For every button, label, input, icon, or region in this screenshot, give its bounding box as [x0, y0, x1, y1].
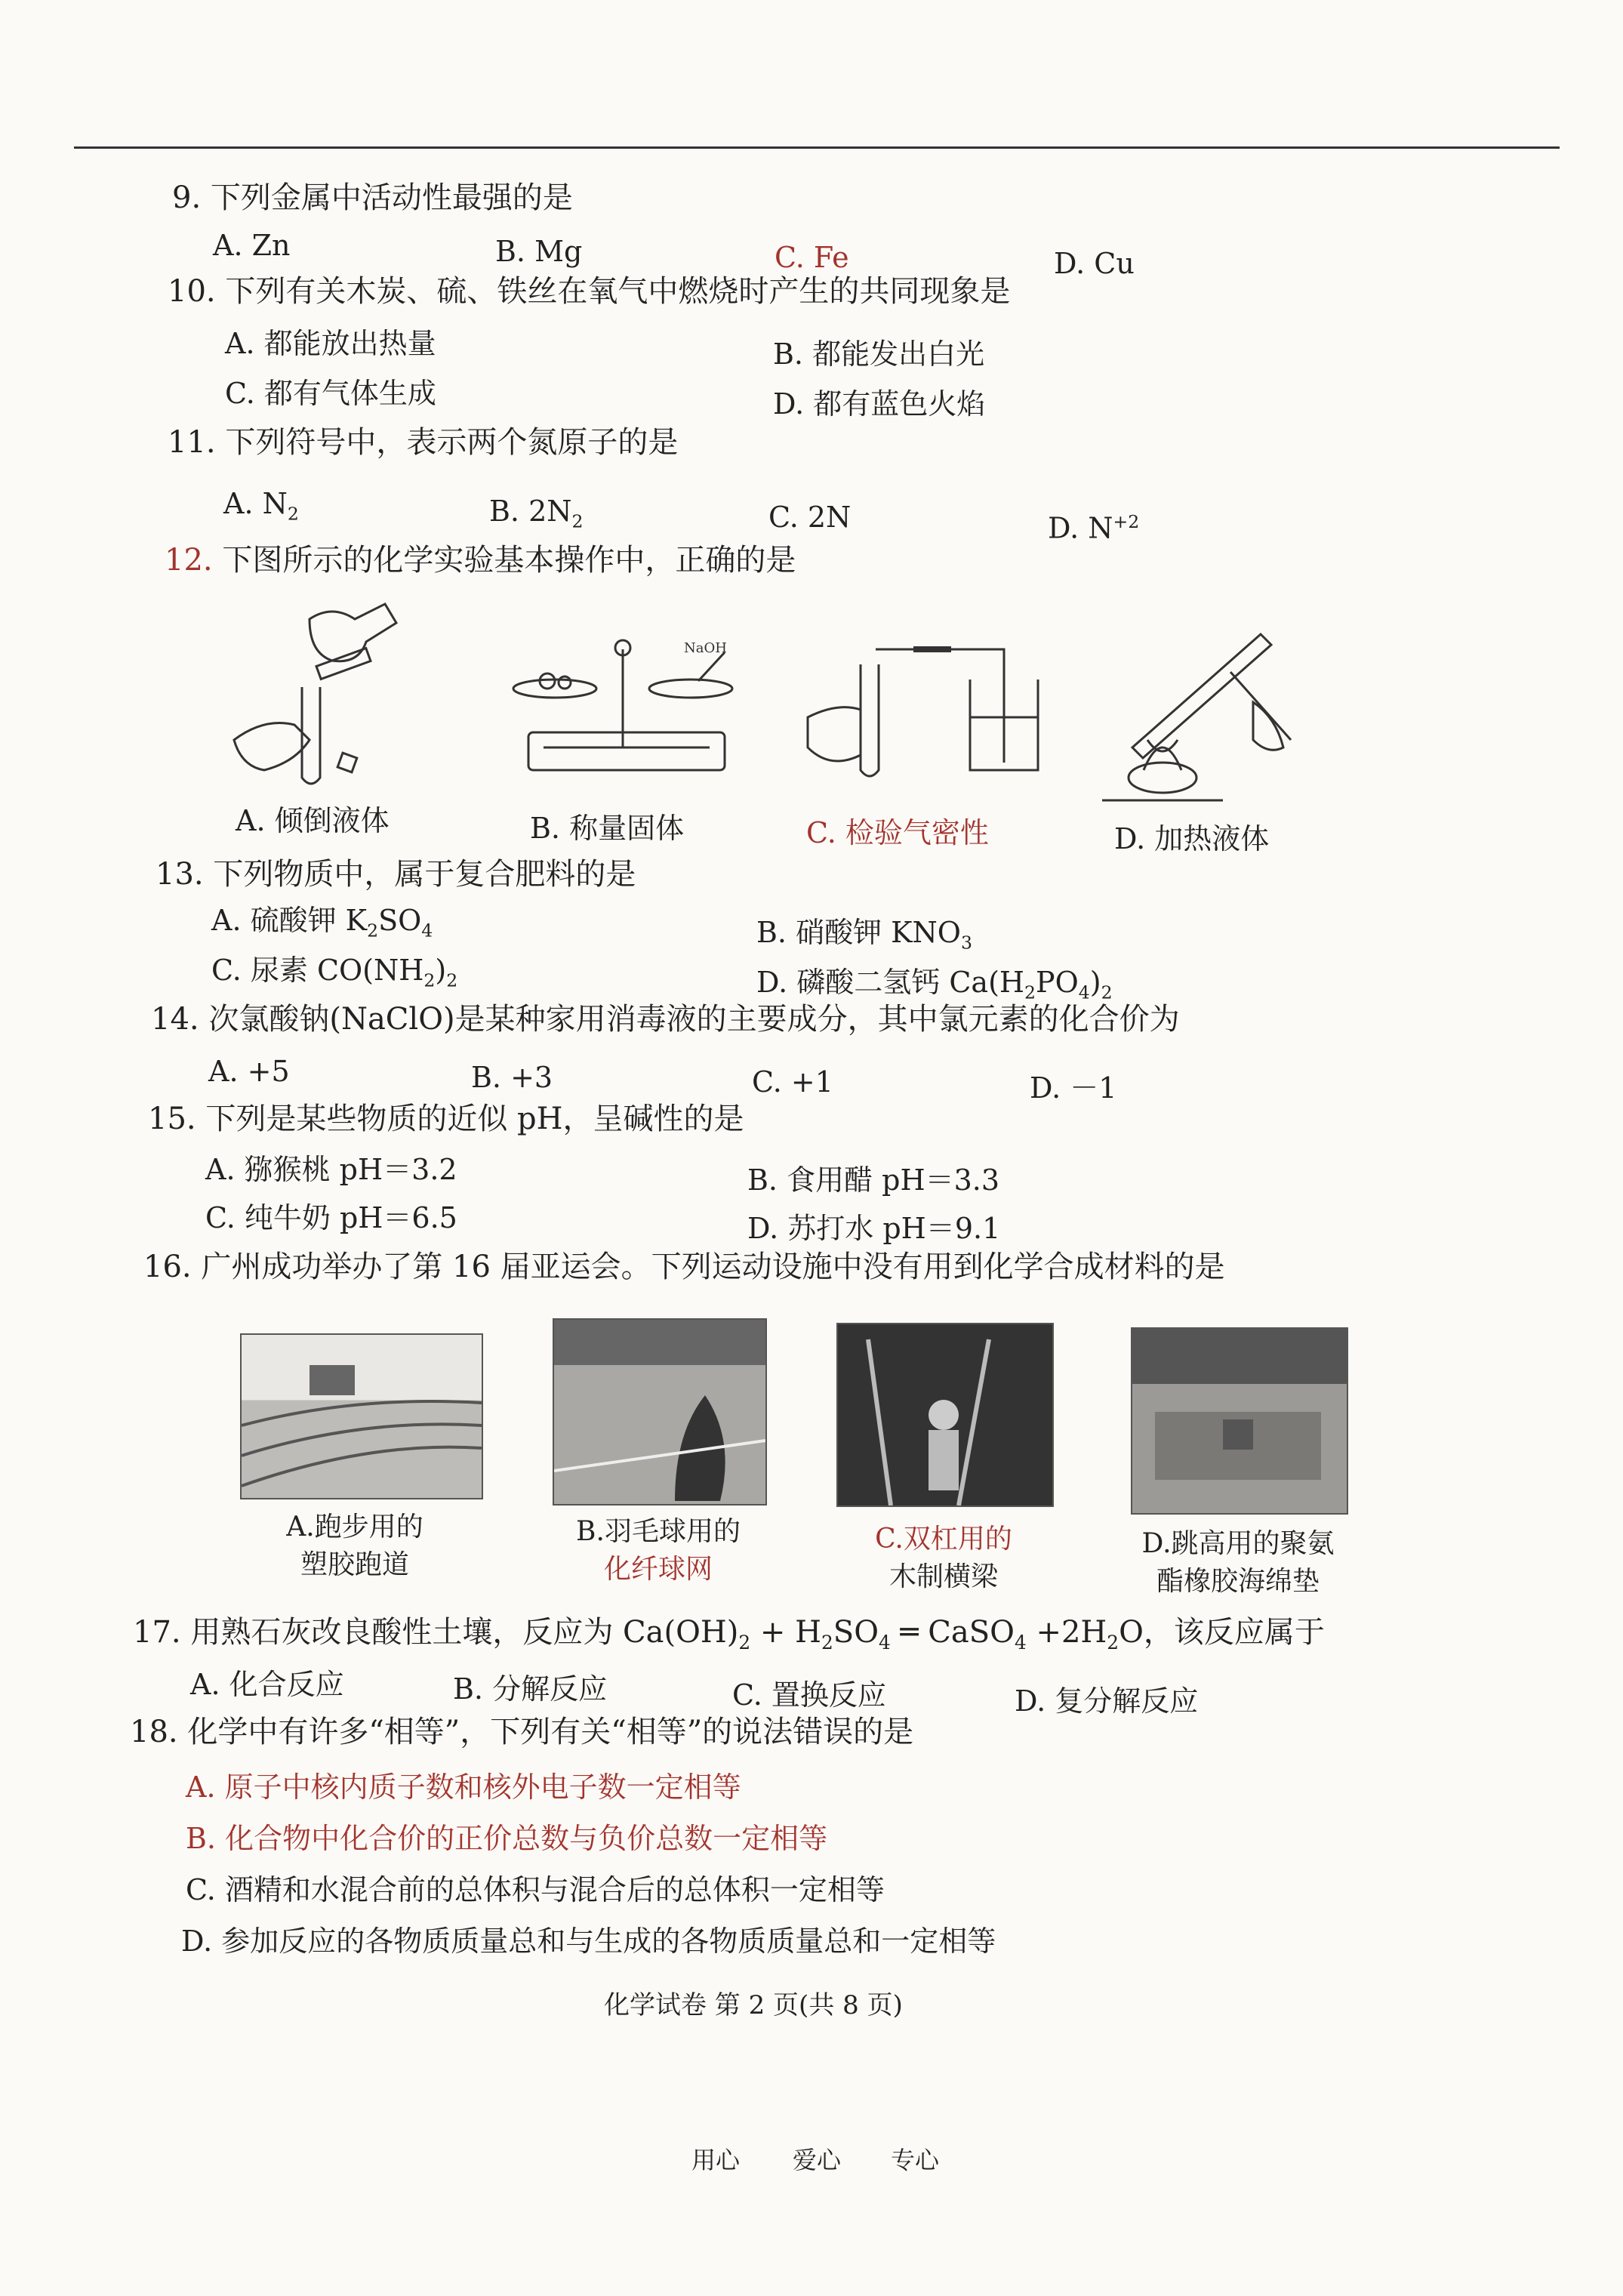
q12-number: 12. [165, 543, 213, 578]
q13-number: 13. [156, 857, 204, 892]
slogan-2: 爱心 [793, 2146, 842, 2174]
q10-stem: 下列有关木炭、硫、铁丝在氧气中燃烧时产生的共同现象是 [225, 274, 1011, 309]
q16-caption-c: C.双杠用的 木制横梁 [875, 1524, 1012, 1592]
running-track-photo [240, 1333, 483, 1499]
pour-liquid-drawing [226, 596, 408, 793]
q15-option-b: B. 食用醋 pH＝3.3 [747, 1163, 1000, 1197]
q12-option-b: B. 称量固体 [530, 812, 685, 845]
question-15 [148, 1101, 744, 1137]
q18-option-b: B. 化合物中化合价的正价总数与负价总数一定相等 [186, 1822, 828, 1855]
q15-number: 15. [148, 1102, 196, 1136]
q9-option-c: C. Fe [775, 241, 849, 274]
q18-option-a: A. 原子中核内质子数和核外电子数一定相等 [186, 1771, 741, 1804]
q18-stem: 化学中有许多“相等”，下列有关“相等”的说法错误的是 [187, 1715, 914, 1749]
q11-stem: 下列符号中，表示两个氮原子的是 [225, 425, 679, 460]
question-12 [165, 542, 796, 578]
q18-number: 18. [130, 1715, 178, 1749]
q10-option-b: B. 都能发出白光 [773, 337, 985, 371]
naoh-label: NaOH [684, 640, 727, 656]
q14-option-a: A. +5 [208, 1055, 290, 1088]
parallel-bars-photo [836, 1323, 1054, 1507]
q16-caption-b: B.羽毛球用的 化纤球网 [576, 1516, 741, 1585]
airtight-test-drawing [800, 634, 1049, 793]
q12-option-d: D. 加热液体 [1114, 822, 1270, 855]
q13-option-b: B. 硝酸钾 $KNO_3$ [756, 916, 972, 954]
q18-option-d: D. 参加反应的各物质质量总和与生成的各物质质量总和一定相等 [181, 1925, 996, 1958]
q9-stem: 下列金属中活动性最强的是 [210, 180, 573, 215]
q17-stem: 用熟石灰改良酸性土壤，反应为 $Ca(OH)_2 + H_2SO_4$ ═ CaSO$_4$ $+2H_2O$，该反应属于 [190, 1615, 1325, 1653]
q11-number: 11. [168, 425, 216, 460]
q13-option-a: A. 硫酸钾 $K_2SO_4$ [211, 904, 433, 942]
question-9 [172, 180, 573, 216]
q14-option-c: C. +1 [752, 1065, 833, 1099]
q10-number: 10. [168, 274, 216, 309]
q17-option-a: A. 化合反应 [190, 1668, 344, 1701]
top-rule [74, 146, 1560, 149]
q13-stem: 下列物质中，属于复合肥料的是 [213, 857, 636, 892]
q16-caption-d: D.跳高用的聚氨 酯橡胶海绵垫 [1141, 1528, 1335, 1597]
q12-option-c: C. 检验气密性 [806, 816, 989, 849]
q14-number: 14. [151, 1002, 199, 1037]
question-18 [130, 1714, 913, 1750]
q15-stem: 下列是某些物质的近似 pH，呈碱性的是 [205, 1102, 744, 1136]
q9-option-b: B. Mg [495, 235, 583, 268]
q15-option-a: A. 猕猴桃 pH＝3.2 [205, 1153, 457, 1186]
slogan-3: 专心 [891, 2146, 940, 2174]
question-13 [156, 856, 636, 892]
q10-option-c: C. 都有气体生成 [225, 377, 436, 410]
q17-option-c: C. 置换反应 [732, 1678, 886, 1712]
balance-drawing [506, 634, 755, 785]
page-number-footer: 化学试卷 第 2 页(共 8 页) [604, 1990, 903, 2020]
q13-option-d: D. 磷酸二氢钙 $Ca(H_2PO_4)_2$ [756, 966, 1113, 1003]
q9-option-d: D. Cu [1054, 247, 1135, 280]
q14-stem: 次氯酸钠(NaClO)是某种家用消毒液的主要成分，其中氯元素的化合价为 [208, 1002, 1180, 1037]
question-17 [133, 1614, 1325, 1661]
q18-option-c: C. 酒精和水混合前的总体积与混合后的总体积一定相等 [186, 1873, 885, 1906]
q17-number: 17. [133, 1615, 181, 1650]
q10-option-d: D. 都有蓝色火焰 [773, 387, 986, 421]
q16-stem: 广州成功举办了第 16 届亚运会。下列运动设施中没有用到化学合成材料的是 [201, 1250, 1225, 1284]
q17-option-b: B. 分解反应 [453, 1672, 608, 1706]
question-16 [143, 1249, 1225, 1285]
heat-liquid-drawing [1102, 627, 1329, 808]
q11-option-d: D. $N^{+2}$ [1048, 511, 1140, 545]
q10-option-a: A. 都能放出热量 [225, 327, 436, 360]
q16-caption-a: A.跑步用的 塑胶跑道 [286, 1512, 423, 1580]
q13-option-c: C. 尿素 $CO(NH_2)_2$ [211, 954, 458, 991]
q15-option-c: C. 纯牛奶 pH＝6.5 [205, 1201, 457, 1234]
q11-option-c: C. 2N [768, 501, 852, 534]
question-11 [168, 424, 678, 461]
question-14 [151, 1001, 1180, 1037]
q9-option-a: A. Zn [213, 229, 291, 262]
q16-number: 16. [143, 1250, 192, 1284]
q17-option-d: D. 复分解反应 [1015, 1684, 1199, 1718]
q15-option-d: D. 苏打水 pH＝9.1 [747, 1212, 1001, 1245]
q11-option-a: A. $N_2$ [223, 487, 299, 525]
q14-option-d: D. －1 [1030, 1071, 1117, 1105]
q9-number: 9. [172, 180, 202, 215]
slogan-1: 用心 [691, 2146, 741, 2174]
q12-stem: 下图所示的化学实验基本操作中，正确的是 [222, 543, 796, 578]
q11-option-b: B. $2N_2$ [489, 495, 584, 532]
badminton-net-photo [553, 1318, 767, 1505]
q12-option-a: A. 倾倒液体 [236, 804, 390, 837]
q14-option-b: B. +3 [471, 1061, 553, 1094]
high-jump-mat-photo [1131, 1327, 1348, 1515]
question-10 [168, 273, 1010, 310]
